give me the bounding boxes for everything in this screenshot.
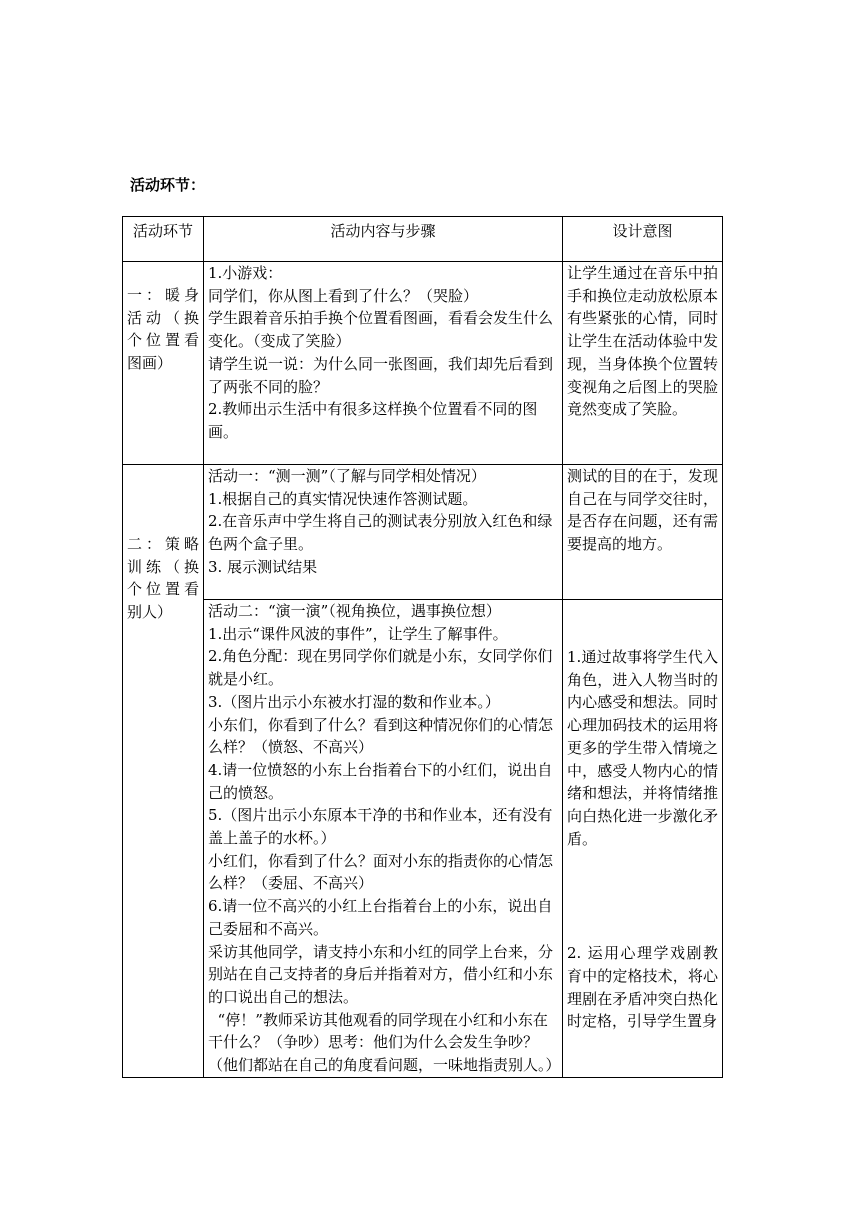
table-row <box>123 600 723 1078</box>
section-heading: 活动环节： <box>130 176 206 194</box>
content-line: 学生跟着音乐拍手换个位置看图画，看看会发生什么变化。（变成了笑脸） <box>208 309 554 351</box>
intent-cell <box>563 465 723 600</box>
content-line: 3. 展示测试结果 <box>208 557 318 576</box>
table-header-row <box>123 217 723 262</box>
intent-text: 让学生通过在音乐中拍手和换位走动放松原本有些紧张的心情，同时让学生在活动体验中发现，当身体换个位置转变视角之后图上的哭脸竟然变成了笑脸。 <box>567 264 718 419</box>
stage-label: 二：策略训练（换个位置看别人） <box>127 535 199 622</box>
intent-cell <box>563 600 723 1078</box>
content-line: 采访其他同学，请支持小东和小红的同学上台来，分别站在自己支持者的身后并指着对方，借小红和小东的口说出自己的想法。 <box>208 942 554 1006</box>
intent-text: 测试的目的在于，发现自己在与同学交往时，是否存在问题，还有需要提高的地方。 <box>567 467 718 554</box>
content-line: 6.请一位不高兴的小红上台指着台上的小东，说出自己委屈和不高兴。 <box>208 897 553 938</box>
intent-cell <box>563 262 723 465</box>
content-line: 1.出示“课件风波的事件”，让学生了解事件。 <box>208 624 508 643</box>
content-line: 小红们，你看到了什么？面对小东的指责你的心情怎么样？（委屈、不高兴） <box>208 851 554 893</box>
content-line: 3.（图片出示小东被水打湿的数和作业本。） <box>208 692 500 711</box>
content-line: 同学们，你从图上看到了什么？（哭脸） <box>208 286 479 305</box>
content-line: “停！”教师采访其他观看的同学现在小红和小东在干什么？（争吵）思考：他们为什么会发生争吵？（他们都站在自己的角度看问题，一味地指责别人。） <box>208 1010 561 1075</box>
content-line: 2.在音乐声中学生将自己的测试表分别放入红色和绿色两个盒子里。 <box>208 512 553 554</box>
content-line: 请学生说一说：为什么同一张图画，我们却先后看到了两张不同的脸？ <box>208 354 554 396</box>
content-line: 5.（图片出示小东原本干净的书和作业本，还有没有盖上盖子的水杯。） <box>208 806 553 848</box>
header-content: 活动内容与步骤 <box>204 217 563 262</box>
content-cell <box>204 262 563 465</box>
content-cell <box>204 465 563 600</box>
intent-text: 2. 运用心理学戏剧教育中的定格技术，将心理剧在矛盾冲突白热化时定格，引导学生置身 <box>567 944 718 1031</box>
header-stage: 活动环节 <box>123 217 204 262</box>
activity-table <box>122 216 723 1078</box>
content-cell <box>204 600 563 1078</box>
stage-label: 一：暖身活动（换个位置看图画） <box>127 286 199 373</box>
content-line: 小东们，你看到了什么？看到这种情况你们的心情怎么样？（愤怒、不高兴） <box>208 715 554 757</box>
intent-text: 1.通过故事将学生代入角色，进入人物当时的内心感受和想法。同时心理加码技术的运用将更多的学生带入情境之中，感受人物内心的情绪和想法，并将情绪推向白热化进一步激化矛盾。 <box>567 648 718 848</box>
content-line: 1.小游戏： <box>208 264 283 282</box>
table-row <box>123 465 723 600</box>
content-line: 活动二：“演一演”（视角换位，遇事换位想） <box>208 602 501 620</box>
stage-cell <box>123 465 204 1078</box>
table-row <box>123 262 723 465</box>
stage-cell <box>123 262 204 465</box>
content-line: 2.角色分配：现在男同学你们就是小东，女同学你们就是小红。 <box>208 647 553 689</box>
content-line: 活动一：“测一测”（了解与同学相处情况） <box>208 467 486 485</box>
content-line: 2.教师出示生活中有很多这样换个位置看不同的图画。 <box>208 400 538 441</box>
header-intent: 设计意图 <box>563 217 723 262</box>
content-line: 4.请一位愤怒的小东上台指着台下的小红们，说出自己的愤怒。 <box>208 760 553 802</box>
content-line: 1.根据自己的真实情况快速作答测试题。 <box>208 489 478 508</box>
